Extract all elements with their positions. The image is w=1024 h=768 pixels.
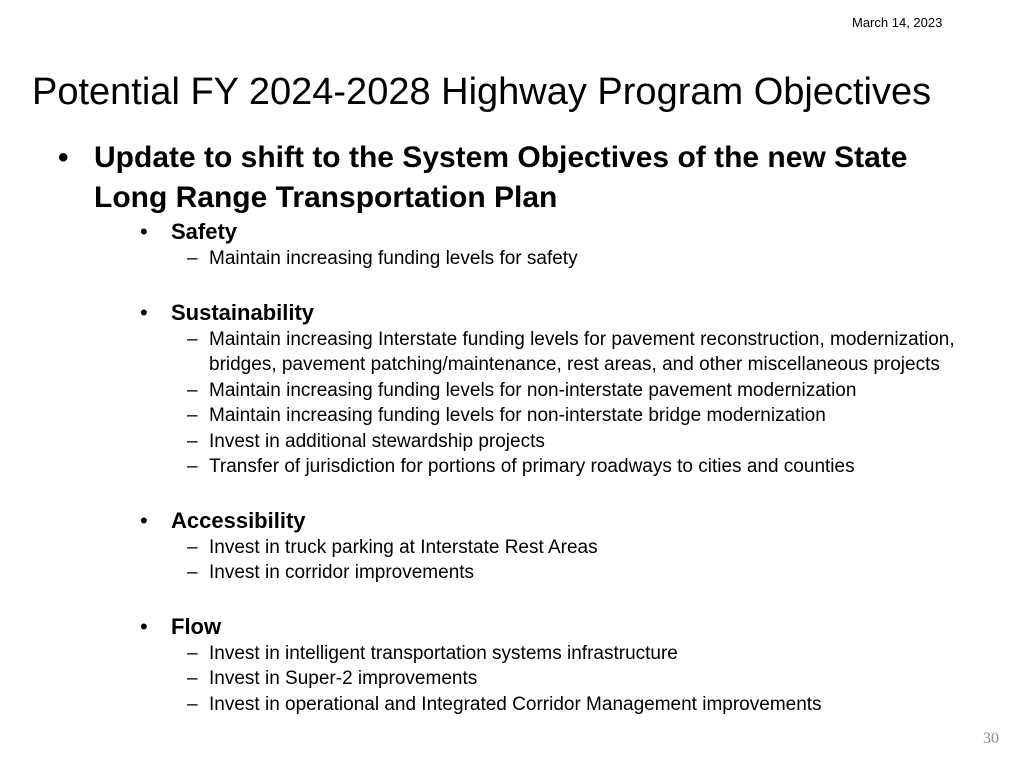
list-item: – Invest in corridor improvements	[209, 560, 959, 586]
objective-heading: • Safety	[140, 219, 238, 244]
bullet-icon: •	[140, 613, 148, 639]
slide-content	[0, 138, 1024, 717]
bullet-icon: •	[140, 507, 148, 533]
bullet-icon: •	[58, 141, 69, 174]
objective-safety	[0, 218, 1024, 272]
dash-icon: –	[187, 536, 198, 558]
dash-icon: –	[187, 405, 198, 426]
objective-heading: • Sustainability	[140, 299, 315, 325]
dash-icon: –	[187, 642, 198, 664]
dash-icon: –	[187, 430, 198, 452]
dash-icon: –	[187, 668, 198, 689]
dash-icon: –	[187, 379, 198, 401]
list-item: – Invest in truck parking at Interstate Rest Areas	[209, 535, 959, 561]
dash-icon: –	[187, 456, 198, 477]
list-item: – Maintain increasing Interstate funding levels for pavement reconstruction, modernization, bridges, pavement patching/maintenance, rest areas, and other miscellaneous projects	[187, 328, 955, 375]
bullet-icon: •	[140, 219, 148, 244]
list-item: – Maintain increasing funding levels for safety	[209, 246, 959, 272]
page-number: 30	[983, 730, 999, 747]
date-label: March 14, 2023	[852, 15, 943, 30]
objective-accessibility	[0, 507, 1024, 586]
main-bullet-text: Update to shift to the System Objectives of the new State Long Range Transportation Plan	[94, 141, 908, 214]
list-item: – Maintain increasing funding levels for non-interstate pavement modernization	[209, 378, 959, 404]
dash-icon: –	[187, 693, 198, 715]
objective-flow	[0, 613, 1024, 718]
list-item: – Invest in Super-2 improvements	[209, 666, 959, 692]
dash-icon: –	[187, 328, 198, 350]
objective-heading: • Accessibility	[140, 507, 306, 533]
dash-icon: –	[187, 562, 198, 583]
objective-sustainability	[0, 299, 1024, 480]
list-item: – Invest in additional stewardship projects	[209, 429, 959, 455]
dash-icon: –	[187, 248, 198, 269]
slide-title: Potential FY 2024-2028 Highway Program Objectives	[32, 71, 932, 113]
list-item: – Transfer of jurisdiction for portions of primary roadways to cities and counties	[209, 454, 959, 480]
objective-heading: • Flow	[140, 613, 222, 639]
list-item: – Invest in operational and Integrated Corridor Management improvements	[209, 692, 959, 718]
main-bullet	[58, 138, 954, 218]
list-item: – Maintain increasing funding levels for non-interstate bridge modernization	[209, 403, 959, 429]
list-item: – Invest in intelligent transportation systems infrastructure	[209, 641, 959, 667]
bullet-icon: •	[140, 299, 148, 325]
